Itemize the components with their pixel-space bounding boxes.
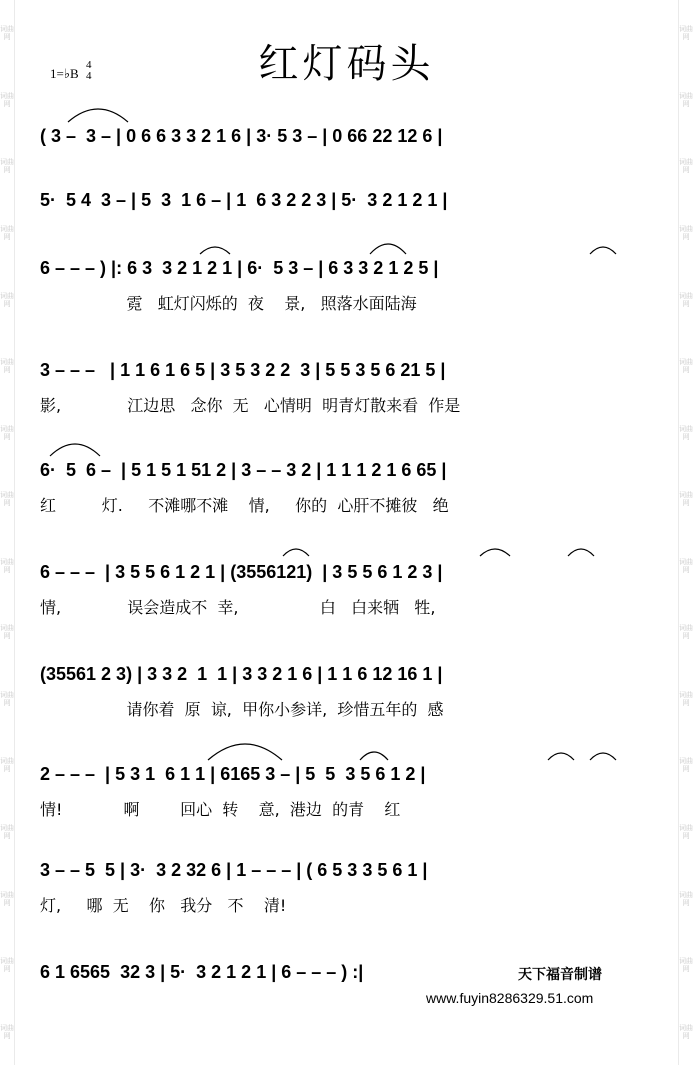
lyric-line-4: 影, 江边思 念你 无 心情明 明青灯散来看 作是 [40, 396, 461, 415]
key-note: B [69, 66, 79, 81]
slur-mark [590, 753, 616, 760]
lyric-line-6: 情, 误会造成不 幸, 白 白来牺 牲, [40, 598, 436, 617]
watermark-text: 词曲网 [0, 890, 14, 907]
key-flat: ♭ [63, 66, 70, 81]
watermark-text: 词曲网 [679, 358, 693, 375]
slur-mark [68, 109, 128, 122]
watermark-text: 词曲网 [679, 25, 693, 42]
slur-mark [283, 549, 309, 556]
watermark-text: 词曲网 [679, 424, 693, 441]
notation-line-3: 6 – – – ) |: 6 3 3 2 1 2 1 | 6· 5 3 – | 6 3 3 2 1 2 5 | [40, 258, 439, 278]
watermark-text: 词曲网 [679, 291, 693, 308]
slur-mark [548, 753, 574, 760]
notation-line-1: ( 3 – 3 – | 0 6 6 3 3 2 1 6 | 3· 5 3 – | 0 66 22 12 6 | [40, 126, 443, 146]
watermark-text: 词曲网 [679, 957, 693, 974]
watermark-text: 词曲网 [0, 690, 14, 707]
slur-mark [50, 444, 100, 456]
watermark-text: 词曲网 [0, 1023, 14, 1040]
lyric-line-3: 霓 虹灯闪烁的 夜 景, 照落水面陆海 [40, 294, 417, 313]
notation-line-6: 6 – – – | 3 5 5 6 1 2 1 | (3556121) | 3 5 5 6 1 2 3 | [40, 562, 443, 582]
slur-mark [360, 752, 388, 760]
slur-mark [590, 247, 616, 254]
slur-mark [208, 744, 282, 760]
credit-text: 天下福音制谱 [518, 967, 602, 983]
watermark-text: 词曲网 [679, 757, 693, 774]
notation-line-10: 6 1 6565 32 3 | 5· 3 2 1 2 1 | 6 – – – ) :| [40, 962, 364, 982]
watermark-text: 词曲网 [679, 890, 693, 907]
slur-mark [200, 247, 230, 254]
watermark-text: 词曲网 [679, 158, 693, 175]
notation-line-8: 2 – – – | 5 3 1 6 1 1 | 6165 3 – | 5 5 3 5 6 1 2 | [40, 764, 426, 784]
watermark-text: 词曲网 [679, 557, 693, 574]
watermark-text: 词曲网 [0, 358, 14, 375]
slur-mark [568, 549, 594, 556]
notation-line-9: 3 – – 5 5 | 3· 3 2 32 6 | 1 – – – | ( 6 5 3 3 5 6 1 | [40, 860, 428, 880]
watermark-text: 词曲网 [679, 690, 693, 707]
watermark-text: 词曲网 [0, 224, 14, 241]
watermark-text: 词曲网 [0, 491, 14, 508]
slur-mark [370, 244, 406, 254]
watermark-text: 词曲网 [0, 25, 14, 42]
notation-line-7: (35561 2 3) | 3 3 2 1 1 | 3 3 2 1 6 | 1 1 6 12 16 1 | [40, 664, 443, 684]
notation-line-5: 6· 5 6 – | 5 1 5 1 51 2 | 3 – – 3 2 | 1 1 1 2 1 6 65 | [40, 460, 447, 480]
watermark-text: 词曲网 [0, 624, 14, 641]
watermark-text: 词曲网 [0, 424, 14, 441]
notation-line-2: 5· 5 4 3 – | 5 3 1 6 – | 1 6 3 2 2 3 | 5· 3 2 1 2 1 | [40, 190, 448, 210]
lyric-line-9: 灯, 哪 无 你 我分 不 清! [40, 896, 287, 915]
watermark-text: 词曲网 [0, 557, 14, 574]
website-url: www.fuyin8286329.51.com [426, 990, 594, 1006]
lyric-line-7: 请你着 原 谅, 甲你小参详, 珍惜五年的 感 [40, 700, 444, 719]
watermark-text: 词曲网 [0, 291, 14, 308]
slur-mark [480, 549, 510, 556]
notation-line-4: 3 – – – | 1 1 6 1 6 5 | 3 5 3 2 2 3 | 5 5 3 5 6 21 5 | [40, 360, 446, 380]
lyric-line-8: 情! 啊 回心 转 意, 港边 的青 红 [40, 800, 401, 819]
watermark-text: 词曲网 [679, 491, 693, 508]
time-top: 4 [86, 59, 92, 71]
watermark-text: 词曲网 [679, 624, 693, 641]
watermark-text: 词曲网 [0, 957, 14, 974]
watermark-text: 词曲网 [0, 91, 14, 108]
watermark-text: 词曲网 [679, 224, 693, 241]
key-prefix: 1= [50, 66, 64, 81]
song-title: 红灯码头 [258, 41, 435, 87]
lyric-line-5: 红 灯. 不滩哪不滩 情, 你的 心肝不摊彼 绝 [40, 496, 449, 515]
watermark-text: 词曲网 [0, 824, 14, 841]
watermark-text: 词曲网 [0, 757, 14, 774]
watermark-text: 词曲网 [679, 91, 693, 108]
watermark-text: 词曲网 [679, 1023, 693, 1040]
watermark-text: 词曲网 [679, 824, 693, 841]
watermark-text: 词曲网 [0, 158, 14, 175]
time-bottom: 4 [86, 70, 92, 82]
